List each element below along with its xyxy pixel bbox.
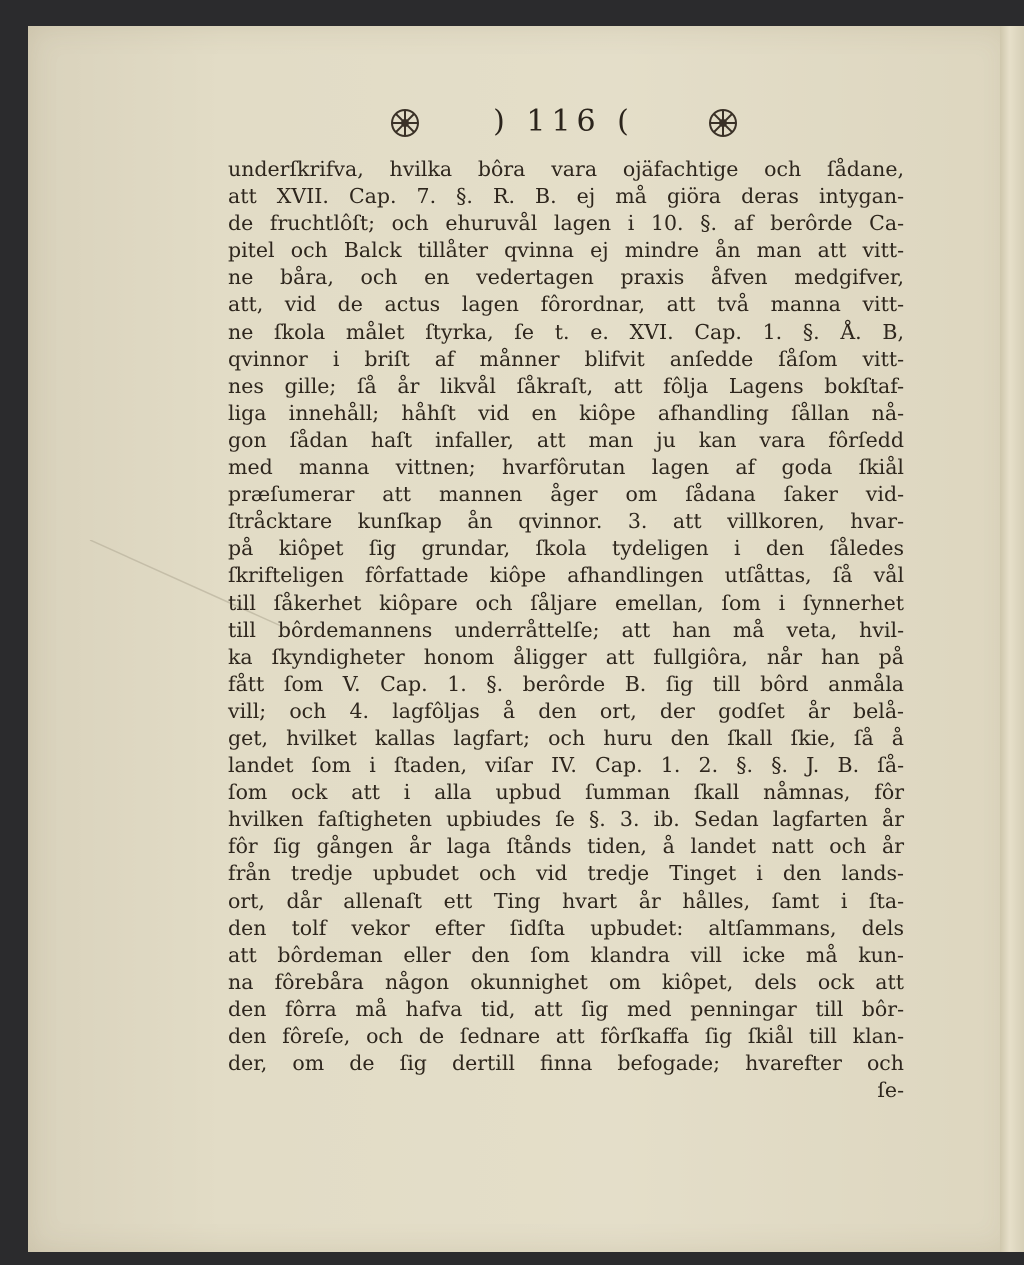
text-line: att, vid de actus lagen fôrordnar, att två manna vitt-	[228, 292, 904, 317]
text-line: till ſåkerhet kiôpare och ſåljare emellan, ſom i ſynnerhet	[228, 590, 904, 615]
text-line: landet ſom i ſtaden, viſar IV. Cap. 1. 2. §. §. J. B. ſå-	[228, 753, 904, 778]
text-line: den tolf vekor efter ſidſta upbudet: altſammans, dels	[228, 915, 904, 940]
text-line: pitel och Balck tillåter qvinna ej mindre ån man att vitt-	[228, 238, 904, 263]
text-line: på kiôpet ſig grundar, ſkola tydeligen i den ſåledes	[228, 536, 904, 561]
text-line: get, hvilket kallas lagfart; och huru den ſkall ſkie, ſå å	[228, 725, 904, 750]
text-line: ſtråcktare kunſkap ån qvinnor. 3. att villkoren, hvar-	[228, 509, 904, 534]
text-line: ſom ock att i alla upbud ſumman ſkall nåmnas, fôr	[228, 780, 904, 805]
text-line: med manna vittnen; hvarfôrutan lagen af goda ſkiål	[228, 455, 904, 480]
text-line: till bôrdemannens underråttelſe; att han må veta, hvil-	[228, 617, 904, 642]
body-text	[228, 156, 904, 1104]
text-line: ort, dår allenaſt ett Ting hvart år hålles, ſamt i ſta-	[228, 888, 904, 913]
text-line: qvinnor i briſt af månner blifvit anſedde ſåſom vitt-	[228, 346, 904, 371]
page-number: ) 116 (	[493, 104, 635, 139]
text-line: hvilken faſtigheten upbiudes ſe §. 3. ib. Sedan lagfarten år	[228, 807, 904, 832]
page-edge	[1000, 26, 1024, 1252]
catchword: ſe-	[877, 1078, 904, 1103]
text-line: liga innehåll; håhſt vid en kiôpe afhandling ſållan nå-	[228, 400, 904, 425]
floral-ornament-icon	[390, 108, 420, 138]
text-line: ne båra, och en vedertagen praxis åfven medgifver,	[228, 265, 904, 290]
text-line: nes gille; ſå år likvål ſåkraſt, att fôlja Lagens bokſtaf-	[228, 373, 904, 398]
text-line: från tredje upbudet och vid tredje Tinget i den lands-	[228, 861, 904, 886]
page-header	[390, 104, 750, 150]
text-line: der, om de ſig dertill finna befogade; hvarefter och	[228, 1051, 904, 1076]
text-line: præſumerar att mannen åger om ſådana ſaker vid-	[228, 482, 904, 507]
text-line: den fôreſe, och de ſednare att fôrſkaffa ſig ſkiål till klan-	[228, 1024, 904, 1048]
text-line: underſkrifva, hvilka bôra vara ojäfachtige och ſådane,	[228, 157, 904, 181]
text-line: att bôrdeman eller den ſom klandra vill icke må kun-	[228, 942, 904, 967]
text-line: na fôrebåra någon okunnighet om kiôpet, dels ock att	[228, 969, 904, 994]
text-line: fôr ſig gången år laga ſtånds tiden, å landet natt och år	[228, 834, 904, 859]
text-line: de fruchtlôſt; och ehuruvål lagen i 10. §. af berôrde Ca-	[228, 211, 904, 236]
text-line: vill; och 4. lagfôljas å den ort, der godſet år belå-	[228, 698, 904, 723]
text-line: gon ſådan haſt infaller, att man ju kan vara fôrſedd	[228, 427, 904, 452]
text-line: den fôrra må hafva tid, att ſig med penningar till bôr-	[228, 996, 904, 1021]
text-line: fått ſom V. Cap. 1. §. berôrde B. ſig till bôrd anmåla	[228, 671, 904, 696]
text-line: ka ſkyndigheter honom åligger att fullgiôra, når han på	[228, 644, 904, 669]
text-line: ſkrifteligen fôrfattade kiôpe afhandlingen utſåttas, ſå vål	[228, 563, 904, 588]
text-line: att XVII. Cap. 7. §. R. B. ej må giöra deras intygan-	[228, 184, 904, 209]
text-line: ne ſkola målet ſtyrka, ſe t. e. XVI. Cap. 1. §. Å. B,	[228, 319, 904, 344]
floral-ornament-icon	[708, 108, 738, 138]
